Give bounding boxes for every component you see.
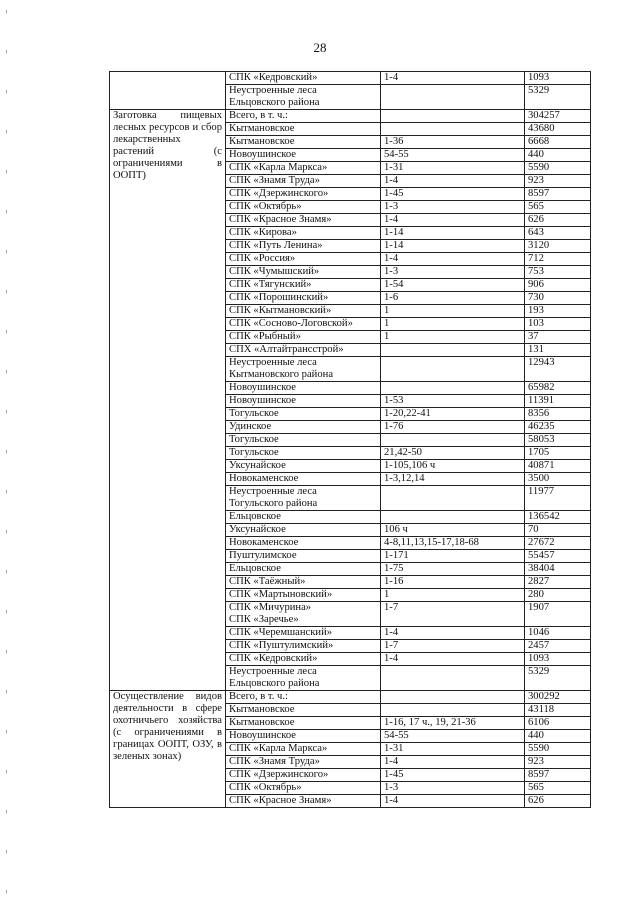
quarter-numbers-cell: 106 ч xyxy=(381,524,525,537)
area-cell: 11391 xyxy=(525,395,591,408)
district-cell: Новоушинское xyxy=(226,730,381,743)
quarter-numbers-cell: 1 xyxy=(381,305,525,318)
page-number: 28 xyxy=(313,40,327,55)
table-row xyxy=(110,72,591,85)
district-cell: Всего, в т. ч.: xyxy=(226,110,381,123)
district-cell: СПК «Кирова» xyxy=(226,227,381,240)
district-cell: Новоушинское xyxy=(226,149,381,162)
area-cell: 136542 xyxy=(525,511,591,524)
area-cell: 300292 xyxy=(525,691,591,704)
area-cell: 753 xyxy=(525,266,591,279)
district-cell: СПК «Порошинский» xyxy=(226,292,381,305)
district-cell: СПК «Мичурина» СПК «Заречье» xyxy=(226,602,381,627)
district-cell: СПК «Кытмановский» xyxy=(226,305,381,318)
area-cell: 3500 xyxy=(525,473,591,486)
district-cell: Кытмановское xyxy=(226,123,381,136)
quarter-numbers-cell: 1-3 xyxy=(381,201,525,214)
quarter-numbers-cell: 1-171 xyxy=(381,550,525,563)
area-cell: 626 xyxy=(525,795,591,808)
district-cell: СПК «Черемшанский» xyxy=(226,627,381,640)
area-cell: 8597 xyxy=(525,188,591,201)
district-cell: СПК «Сосново-Логовской» xyxy=(226,318,381,331)
quarter-numbers-cell xyxy=(381,357,525,382)
district-cell: Пуштулимское xyxy=(226,550,381,563)
area-cell: 730 xyxy=(525,292,591,305)
area-cell: 2827 xyxy=(525,576,591,589)
quarter-numbers-cell: 1-54 xyxy=(381,279,525,292)
area-cell: 923 xyxy=(525,175,591,188)
area-cell: 6668 xyxy=(525,136,591,149)
district-cell: Всего, в т. ч.: xyxy=(226,691,381,704)
area-cell: 1705 xyxy=(525,447,591,460)
quarter-numbers-cell xyxy=(381,434,525,447)
area-cell: 11977 xyxy=(525,486,591,511)
district-cell: СПК «Мартыновский» xyxy=(226,589,381,602)
quarter-numbers-cell: 1 xyxy=(381,331,525,344)
area-cell: 565 xyxy=(525,782,591,795)
quarter-numbers-cell: 1-4 xyxy=(381,795,525,808)
district-cell: СПК «Красное Знамя» xyxy=(226,795,381,808)
area-cell: 43680 xyxy=(525,123,591,136)
quarter-numbers-cell: 1-4 xyxy=(381,756,525,769)
district-cell: СПК «Кедровский» xyxy=(226,653,381,666)
quarter-numbers-cell: 54-55 xyxy=(381,730,525,743)
quarter-numbers-cell: 1-4 xyxy=(381,175,525,188)
quarter-numbers-cell: 1-6 xyxy=(381,292,525,305)
quarter-numbers-cell xyxy=(381,666,525,691)
district-cell: СПК «Рыбный» xyxy=(226,331,381,344)
area-cell: 5590 xyxy=(525,162,591,175)
area-cell: 46235 xyxy=(525,421,591,434)
district-cell: Кытмановское xyxy=(226,717,381,730)
area-cell: 8597 xyxy=(525,769,591,782)
quarter-numbers-cell xyxy=(381,344,525,357)
district-cell: СПК «Тягунский» xyxy=(226,279,381,292)
area-cell: 37 xyxy=(525,331,591,344)
area-cell: 43118 xyxy=(525,704,591,717)
district-cell: Кытмановское xyxy=(226,704,381,717)
activity-type-cell: Заготовка пищевых лесных ресурсов и сбор лекарственных растений (с ограничениями в ООПТ) xyxy=(110,110,226,691)
quarter-numbers-cell: 21,42-50 xyxy=(381,447,525,460)
area-cell: 2457 xyxy=(525,640,591,653)
district-cell: Неустроенные леса Тогульского района xyxy=(226,486,381,511)
quarter-numbers-cell: 1-31 xyxy=(381,743,525,756)
area-cell: 5329 xyxy=(525,666,591,691)
quarter-numbers-cell: 1-4 xyxy=(381,214,525,227)
activity-type-cell xyxy=(110,72,226,110)
district-cell: СПК «Кедровский» xyxy=(226,72,381,85)
district-cell: Удинское xyxy=(226,421,381,434)
district-cell: СПХ «Алтайтрансстрой» xyxy=(226,344,381,357)
quarter-numbers-cell: 1-7 xyxy=(381,640,525,653)
area-cell: 1907 xyxy=(525,602,591,627)
area-cell: 280 xyxy=(525,589,591,602)
quarter-numbers-cell: 1-45 xyxy=(381,188,525,201)
area-cell: 1093 xyxy=(525,653,591,666)
area-cell: 103 xyxy=(525,318,591,331)
quarter-numbers-cell: 1-4 xyxy=(381,253,525,266)
quarter-numbers-cell: 1-14 xyxy=(381,240,525,253)
quarter-numbers-cell: 1-4 xyxy=(381,653,525,666)
district-cell: СПК «Пуштулимский» xyxy=(226,640,381,653)
district-cell: СПК «Таёжный» xyxy=(226,576,381,589)
quarter-numbers-cell: 1-3,12,14 xyxy=(381,473,525,486)
quarter-numbers-cell xyxy=(381,85,525,110)
quarter-numbers-cell: 1-31 xyxy=(381,162,525,175)
district-cell: СПК «Чумышский» xyxy=(226,266,381,279)
area-cell: 70 xyxy=(525,524,591,537)
district-cell: СПК «Путь Ленина» xyxy=(226,240,381,253)
district-cell: Уксунайское xyxy=(226,460,381,473)
area-cell: 3120 xyxy=(525,240,591,253)
district-cell: СПК «Карла Маркса» xyxy=(226,162,381,175)
district-cell: СПК «Дзержинского» xyxy=(226,188,381,201)
area-cell: 1046 xyxy=(525,627,591,640)
area-cell: 304257 xyxy=(525,110,591,123)
district-cell: Тогульское xyxy=(226,434,381,447)
quarter-numbers-cell xyxy=(381,511,525,524)
quarter-numbers-cell xyxy=(381,110,525,123)
district-cell: СПК «Знамя Труда» xyxy=(226,756,381,769)
district-cell: Тогульское xyxy=(226,447,381,460)
area-cell: 643 xyxy=(525,227,591,240)
area-cell: 626 xyxy=(525,214,591,227)
quarter-numbers-cell: 54-55 xyxy=(381,149,525,162)
area-cell: 440 xyxy=(525,149,591,162)
area-cell: 8356 xyxy=(525,408,591,421)
quarter-numbers-cell: 1-20,22-41 xyxy=(381,408,525,421)
area-cell: 906 xyxy=(525,279,591,292)
district-cell: СПК «Россия» xyxy=(226,253,381,266)
quarter-numbers-cell xyxy=(381,691,525,704)
district-cell: Кытмановское xyxy=(226,136,381,149)
area-cell: 440 xyxy=(525,730,591,743)
district-cell: Неустроенные леса Ельцовского района xyxy=(226,85,381,110)
quarter-numbers-cell: 1-3 xyxy=(381,782,525,795)
district-cell: СПК «Дзержинского» xyxy=(226,769,381,782)
quarter-numbers-cell xyxy=(381,704,525,717)
area-cell: 12943 xyxy=(525,357,591,382)
quarter-numbers-cell xyxy=(381,486,525,511)
district-cell: Новокаменское xyxy=(226,473,381,486)
area-cell: 65982 xyxy=(525,382,591,395)
district-cell: Новоушинское xyxy=(226,382,381,395)
district-cell: Уксунайское xyxy=(226,524,381,537)
district-cell: Неустроенные леса Ельцовского района xyxy=(226,666,381,691)
forest-use-table xyxy=(109,71,591,808)
area-cell: 712 xyxy=(525,253,591,266)
area-cell: 27672 xyxy=(525,537,591,550)
activity-type-cell: Осуществление видов деятельности в сфере охотничьего хозяйства (с ограничениями в границах ООПТ, ОЗУ, в зеленых зонах) xyxy=(110,691,226,808)
district-cell: СПК «Октябрь» xyxy=(226,201,381,214)
area-cell: 38404 xyxy=(525,563,591,576)
quarter-numbers-cell: 4-8,11,13,15-17,18-68 xyxy=(381,537,525,550)
area-cell: 193 xyxy=(525,305,591,318)
district-cell: Новоушинское xyxy=(226,395,381,408)
area-cell: 5590 xyxy=(525,743,591,756)
quarter-numbers-cell: 1-4 xyxy=(381,627,525,640)
quarter-numbers-cell xyxy=(381,123,525,136)
quarter-numbers-cell: 1-53 xyxy=(381,395,525,408)
quarter-numbers-cell: 1-16, 17 ч., 19, 21-36 xyxy=(381,717,525,730)
district-cell: Тогульское xyxy=(226,408,381,421)
area-cell: 58053 xyxy=(525,434,591,447)
quarter-numbers-cell: 1-3 xyxy=(381,266,525,279)
area-cell: 55457 xyxy=(525,550,591,563)
quarter-numbers-cell: 1-14 xyxy=(381,227,525,240)
quarter-numbers-cell: 1 xyxy=(381,318,525,331)
quarter-numbers-cell: 1-16 xyxy=(381,576,525,589)
district-cell: СПК «Октябрь» xyxy=(226,782,381,795)
scan-edge-mark xyxy=(6,10,7,895)
area-cell: 131 xyxy=(525,344,591,357)
district-cell: Ельцовское xyxy=(226,563,381,576)
area-cell: 40871 xyxy=(525,460,591,473)
area-cell: 5329 xyxy=(525,85,591,110)
quarter-numbers-cell: 1-36 xyxy=(381,136,525,149)
area-cell: 565 xyxy=(525,201,591,214)
quarter-numbers-cell: 1-105,106 ч xyxy=(381,460,525,473)
district-cell: СПК «Карла Маркса» xyxy=(226,743,381,756)
area-cell: 1093 xyxy=(525,72,591,85)
quarter-numbers-cell: 1-4 xyxy=(381,72,525,85)
quarter-numbers-cell: 1 xyxy=(381,589,525,602)
area-cell: 6106 xyxy=(525,717,591,730)
table-row xyxy=(110,110,591,123)
quarter-numbers-cell: 1-76 xyxy=(381,421,525,434)
district-cell: Ельцовское xyxy=(226,511,381,524)
quarter-numbers-cell: 1-7 xyxy=(381,602,525,627)
quarter-numbers-cell: 1-45 xyxy=(381,769,525,782)
quarter-numbers-cell xyxy=(381,382,525,395)
area-cell: 923 xyxy=(525,756,591,769)
district-cell: СПК «Красное Знамя» xyxy=(226,214,381,227)
table-row xyxy=(110,691,591,704)
district-cell: Новокаменское xyxy=(226,537,381,550)
district-cell: СПК «Знамя Труда» xyxy=(226,175,381,188)
district-cell: Неустроенные леса Кытмановского района xyxy=(226,357,381,382)
quarter-numbers-cell: 1-75 xyxy=(381,563,525,576)
